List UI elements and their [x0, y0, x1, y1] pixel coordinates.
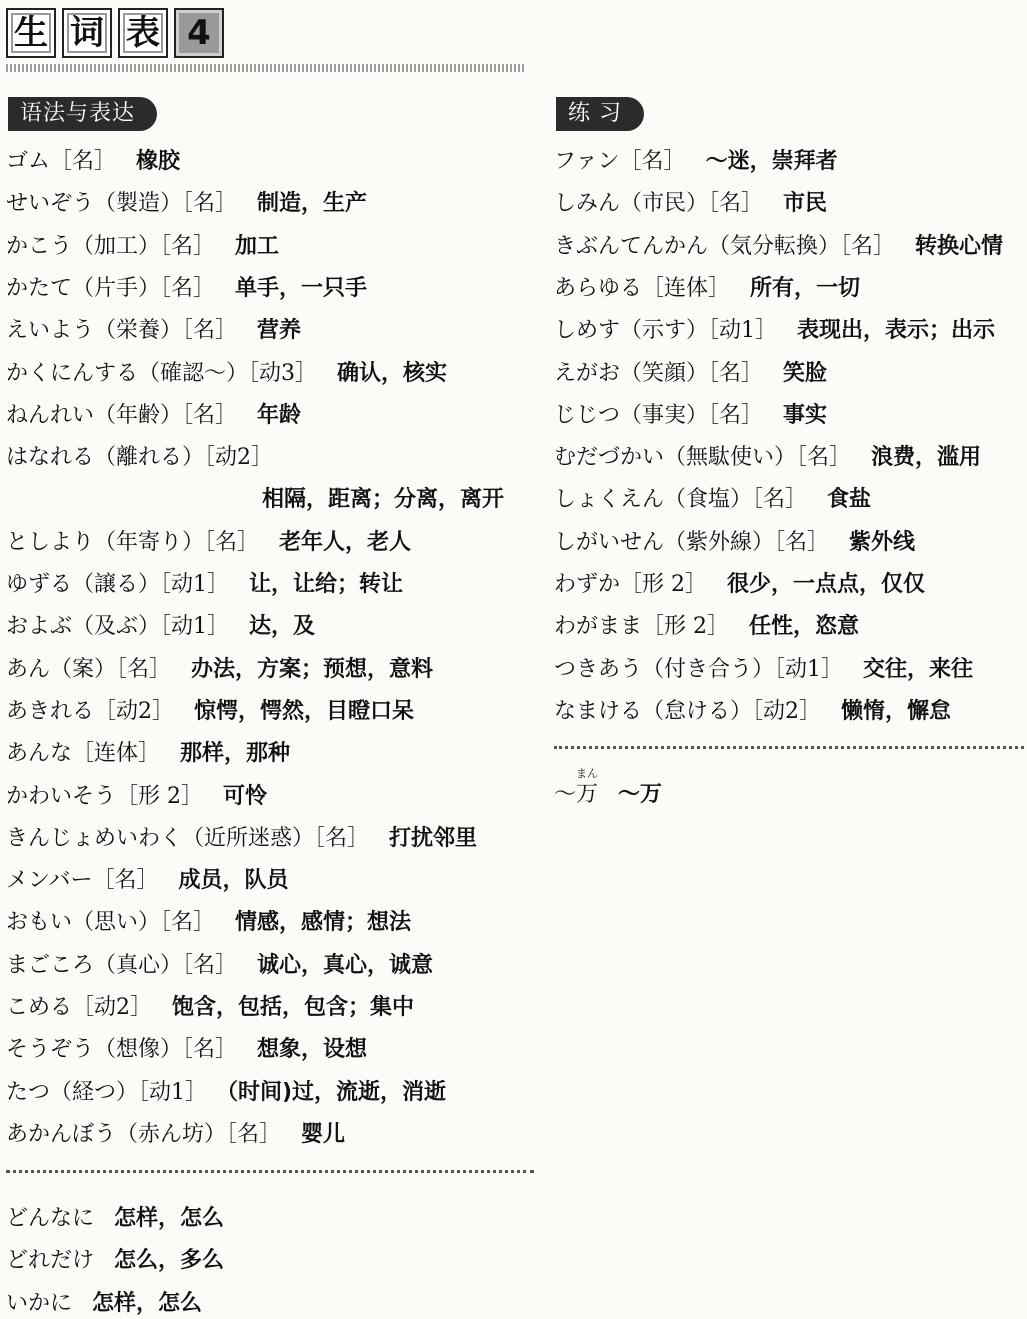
vocab-entry — [6, 1204, 224, 1234]
vocab-entry — [6, 824, 477, 854]
vocab-meaning: 表现出，表示；出示 — [797, 318, 996, 344]
vocab-meaning: ～迷，崇拜者 — [705, 149, 838, 174]
vocab-entry — [6, 401, 301, 431]
title-char: 表 — [118, 8, 168, 58]
vocab-entry — [554, 612, 859, 642]
vocab-entry — [554, 359, 827, 389]
vocab-word: ゆずる（譲る）［动1］ — [6, 572, 229, 597]
vocab-word: およぶ（及ぶ）［动1］ — [6, 614, 229, 640]
section-tab-grammar: 语法与表达 — [8, 97, 157, 131]
vocab-word: まごころ（真心）［名］ — [6, 952, 238, 978]
vocab-meaning: 确认，核实 — [337, 360, 448, 386]
vocab-word: しがいせん（紫外線）［名］ — [554, 529, 830, 555]
vocab-meaning: 老年人，老人 — [279, 529, 412, 555]
vocab-entry — [6, 274, 367, 304]
vocab-entry — [554, 401, 827, 431]
right-divider — [554, 746, 1024, 749]
vocab-meaning: 相隔，距离；分离，离开 — [262, 487, 505, 513]
vocab-entry — [6, 739, 290, 769]
vocab-meaning: 怎样，怎么 — [114, 1206, 225, 1231]
vocab-word: えがお（笑顔）［名］ — [554, 360, 764, 386]
vocab-meaning: ～万 — [618, 782, 663, 807]
vocab-word: せいぞう（製造）［名］ — [6, 191, 238, 217]
vocab-entry — [554, 316, 995, 346]
vocab-word: かたて（片手）［名］ — [6, 275, 216, 301]
vocab-word: ゴム［名］ — [6, 149, 117, 174]
vocab-word: わずか［形 2］ — [554, 572, 707, 597]
vocab-entry — [554, 767, 663, 810]
vocab-entry — [6, 443, 293, 473]
vocab-entry — [6, 1120, 345, 1150]
vocab-word: なまける（怠ける）［动2］ — [554, 698, 821, 724]
vocab-meaning: 成员，队员 — [178, 868, 289, 894]
vocab-entry — [554, 232, 1003, 262]
vocab-word: しめす（示す）［动1］ — [554, 318, 777, 344]
vocab-entry — [554, 189, 827, 219]
vocab-meaning: 打扰邻里 — [389, 825, 478, 851]
vocab-entry — [6, 189, 367, 219]
vocab-word: おもい（思い）［名］ — [6, 910, 216, 936]
vocab-meaning: 办法，方案；预想，意料 — [191, 656, 434, 682]
vocab-meaning: 很少，一点点，仅仅 — [727, 572, 926, 597]
vocab-entry — [6, 993, 414, 1023]
vocab-meaning: 浪费，滥用 — [871, 445, 982, 471]
vocab-entry — [554, 485, 871, 515]
vocab-meaning: 惊愕，愕然，目瞪口呆 — [194, 698, 415, 724]
vocab-word: かくにんする（確認～）［动3］ — [6, 360, 317, 386]
vocab-word: むだづかい（無駄使い）［名］ — [554, 445, 852, 471]
vocab-entry — [6, 1035, 367, 1065]
vocab-entry — [6, 908, 411, 938]
vocab-word: かこう（加工）［名］ — [6, 233, 216, 259]
vocab-word: たつ（経つ）［动1］ — [6, 1079, 207, 1105]
vocab-entry — [262, 485, 504, 515]
vocab-word: かわいそう［形 2］ — [6, 783, 203, 809]
vocab-meaning: 单手，一只手 — [235, 275, 368, 301]
vocab-meaning: 所有，一切 — [750, 275, 861, 301]
furigana: まん — [576, 767, 598, 780]
vocab-meaning: 年龄 — [257, 402, 302, 428]
vocab-entry — [6, 232, 279, 262]
vocab-entry — [554, 570, 925, 600]
vocab-entry — [6, 951, 433, 981]
vocab-entry — [6, 782, 267, 812]
vocab-entry — [6, 1078, 446, 1108]
vocab-meaning: 笑脸 — [783, 360, 828, 386]
vocab-word: どんなに — [6, 1206, 95, 1231]
vocab-word: わがまま［形 2］ — [554, 614, 729, 640]
vocab-word: メンバー［名］ — [6, 868, 159, 894]
vocab-entry — [6, 147, 180, 177]
vocab-meaning: 食盐 — [827, 487, 872, 513]
vocab-meaning: 可怜 — [223, 783, 268, 809]
vocab-meaning: 让，让给；转让 — [249, 572, 404, 597]
vocab-word: ～万 — [554, 782, 599, 807]
vocab-meaning: 怎么，多么 — [114, 1248, 225, 1274]
vocab-entry — [6, 528, 411, 558]
lesson-number: 4 — [174, 8, 224, 58]
vocab-meaning: 营养 — [257, 318, 302, 344]
vocab-word: えいよう（栄養）［名］ — [6, 318, 238, 344]
vocab-word: しょくえん（食塩）［名］ — [554, 487, 808, 513]
vocab-entry — [6, 359, 447, 389]
vocab-word: きぶんてんかん（気分転換）［名］ — [554, 233, 896, 259]
vocab-word: どれだけ — [6, 1248, 95, 1274]
vocab-word: そうぞう（想像）［名］ — [6, 1037, 238, 1063]
vocab-entry — [554, 697, 951, 727]
vocab-meaning: 转换心情 — [915, 233, 1004, 259]
vocab-meaning: 诚心，真心，诚意 — [257, 952, 434, 978]
title-char: 词 — [62, 8, 112, 58]
vocab-entry — [6, 697, 414, 727]
section-tab-exercise: 练 习 — [556, 97, 644, 131]
vocab-entry — [6, 655, 433, 685]
vocabulary-title — [6, 8, 230, 58]
vocab-entry — [6, 316, 301, 346]
vocab-word: ファン［名］ — [554, 149, 686, 174]
vocab-word: あらゆる［连体］ — [554, 275, 731, 301]
vocab-meaning: 婴儿 — [301, 1121, 346, 1147]
vocab-meaning: 懒惰，懈怠 — [841, 698, 952, 724]
vocab-entry — [6, 866, 288, 896]
vocab-word: いかに — [6, 1290, 73, 1316]
vocab-entry — [6, 1289, 202, 1319]
vocab-entry — [6, 612, 315, 642]
vocab-word: ねんれい（年齢）［名］ — [6, 402, 238, 428]
vocab-entry — [554, 274, 860, 304]
left-divider — [6, 1170, 534, 1173]
vocab-meaning: 橡胶 — [136, 149, 181, 174]
vocab-word: きんじょめいわく（近所迷惑）［名］ — [6, 825, 370, 851]
vocab-word: はなれる（離れる）［动2］ — [6, 445, 273, 471]
vocab-word: じじつ（事実）［名］ — [554, 402, 764, 428]
vocab-entry — [554, 443, 981, 473]
vocab-entry — [6, 570, 403, 600]
vocab-entry — [6, 1246, 224, 1276]
title-char: 生 — [6, 8, 56, 58]
title-divider — [6, 64, 526, 72]
vocab-entry — [554, 528, 915, 558]
vocab-word: あかんぼう（赤ん坊）［名］ — [6, 1121, 282, 1147]
vocab-meaning: 市民 — [783, 191, 828, 217]
vocab-word: しみん（市民）［名］ — [554, 191, 764, 217]
vocab-meaning: 怎样，怎么 — [92, 1290, 203, 1316]
vocab-word: つきあう（付き合う）［动1］ — [554, 656, 843, 682]
vocab-meaning: 制造，生产 — [257, 191, 368, 217]
vocab-meaning: （时间)过，流逝，消逝 — [227, 1079, 447, 1105]
vocab-meaning: 想象，设想 — [257, 1037, 368, 1063]
vocab-meaning: 达，及 — [249, 614, 316, 640]
vocab-meaning: 事实 — [783, 402, 828, 428]
vocab-meaning: 加工 — [235, 233, 280, 259]
vocab-entry — [554, 655, 973, 685]
vocab-meaning: 任性，恣意 — [749, 614, 860, 640]
vocab-entry — [554, 147, 838, 177]
vocab-meaning: 饱含，包括，包含；集中 — [172, 995, 415, 1020]
vocab-meaning: 那样，那种 — [180, 741, 291, 767]
vocab-meaning: 交往，来往 — [863, 656, 974, 682]
vocab-meaning: 情感，感情；想法 — [235, 910, 412, 936]
vocab-word: としより（年寄り）［名］ — [6, 529, 260, 555]
vocab-word: あきれる［动2］ — [6, 698, 174, 724]
vocab-word: こめる［动2］ — [6, 995, 152, 1020]
vocab-word: あんな［连体］ — [6, 741, 161, 767]
vocab-word: あん（案）［名］ — [6, 656, 172, 682]
vocab-meaning: 紫外线 — [849, 529, 916, 555]
